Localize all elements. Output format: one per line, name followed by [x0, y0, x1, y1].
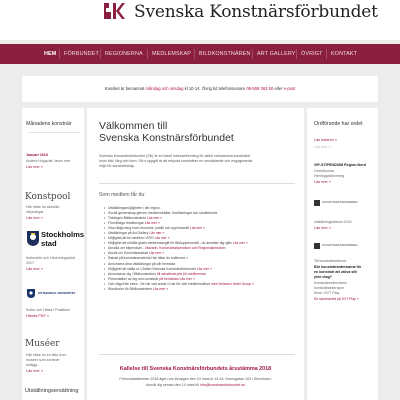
benefit-text: Bildupphovsrätt [175, 241, 199, 246]
benefit-text: Utställningsmöjligheter [108, 206, 143, 210]
kv-desc: Utställningsdatum 2018 [314, 220, 352, 224]
main-nav [0, 44, 400, 64]
notice-text: eller [274, 86, 283, 91]
benefit-more-link[interactable]: Läs mer » [189, 226, 206, 231]
intro-line: miljö för konstnärskap. [99, 164, 135, 168]
benefit-more-link[interactable]: Läs mer » [148, 231, 165, 236]
benefit-text: Visa [108, 226, 116, 231]
benefit-text: Annonserar [108, 271, 126, 276]
annual-meeting-email-link[interactable]: info@konstnarsforbundet.se [199, 383, 245, 387]
benefit-text: Förmånliga [108, 221, 126, 226]
stockholm-desc: 2017 [26, 261, 34, 265]
notice-text: kl 10-14. Övrig tid telefonsvarare [184, 86, 246, 91]
stockholm-logo-text[interactable]: stad [41, 239, 57, 248]
benefit-text: Presentation av [108, 276, 133, 281]
divider [99, 354, 295, 355]
month-label: Januari 2018 [26, 153, 48, 157]
benefit-text: Och något lite extra [108, 281, 138, 286]
nav-item-ovrigt[interactable]: ÖVRIGT [301, 51, 323, 57]
kv2-desc: Till konstnärsnämnd [314, 259, 347, 263]
konstpool-more-link[interactable]: Läs mer » [26, 216, 43, 220]
nav-separator [326, 49, 327, 59]
benefit-more-link[interactable]: Läs mer » [195, 266, 212, 271]
welcome-heading: Välkommen till [99, 120, 168, 132]
konstpool-title[interactable]: Konstpool [25, 192, 71, 202]
benefit-text: Social gemenskap [108, 211, 136, 216]
benefit-more-link[interactable]: - Mazarin, Konstnärsstipendium och Regionstipendium [142, 246, 226, 251]
benefit-item [105, 287, 300, 292]
nav-item-forbundet[interactable]: FÖRBUNDET [64, 51, 99, 57]
benefit-more-link[interactable]: Läs mer » [231, 241, 248, 246]
sk-logo-icon[interactable] [103, 1, 125, 21]
nav-item-regionerna[interactable]: REGIONERNA [105, 51, 143, 57]
benefit-text: genom medlemsträffar, föreläsningar och studiebesök [135, 211, 218, 216]
annual-meeting-text: Anmäl dig senast den 14 mars till [146, 383, 199, 387]
stockholm-crest-icon [26, 230, 40, 247]
benefit-text: Här hittar du butikerna » [150, 256, 188, 261]
vip-more-link[interactable]: Läs mer » [314, 180, 331, 184]
benefit-more-link[interactable]: Läs mer » [152, 286, 169, 291]
chair-title: Ordförande har ordet [314, 121, 363, 127]
main-content [87, 108, 304, 400]
stockholm-more-link[interactable]: Läs mer » [26, 267, 43, 271]
museer-title[interactable]: Muséer [25, 339, 60, 349]
nav-separator [59, 49, 60, 59]
nav-item-medlemskap[interactable]: MEDLEMSKAP [152, 51, 191, 57]
benefit-more-link[interactable]: till rabatterat pris för medlemmar [156, 271, 206, 276]
stockholm-logo-text[interactable]: Stockholms [41, 230, 84, 239]
intro-line: inom bild, färg och form. SK:s uppgift är att erbjuda konstnärer en omväxlande och engagerande [99, 159, 253, 163]
nav-separator [194, 49, 195, 59]
benefit-text: Art Gallery [132, 231, 149, 236]
notice-email-link[interactable]: e-post [283, 86, 296, 91]
konstnarsnamnden-logo-icon [314, 243, 320, 249]
benefit-more-link[interactable]: Läs mer » [143, 221, 160, 226]
museer-desc: museer som kommer [26, 358, 60, 362]
vip-title[interactable]: VIP-STIPENDIUM Region-Nord [314, 163, 366, 167]
benefit-text: Konstnärsrabatt [124, 251, 148, 256]
kv2-question: en konstnär att utöva sitt [314, 270, 357, 274]
benefit-text: dig som konstnär [132, 276, 159, 281]
kv2-desc: finns i SVT Play [314, 291, 340, 295]
kv2-desc: Konstnärsnämndens [314, 281, 347, 285]
konstpool-desc: uttysningar [26, 210, 44, 214]
utstallning-title[interactable]: Utställningsersättning [25, 388, 79, 394]
benefit-text: inom ekonomi, juridik och upphovsrätt [131, 226, 189, 231]
month-desc: Anders Högqvist, läsen mer [26, 159, 71, 163]
benefit-text: Annonsera [108, 261, 125, 266]
nav-separator [100, 49, 101, 59]
left-sidebar [22, 108, 84, 400]
stockholm-desc: Kulturstöd och Utvecklingsstöd [26, 256, 76, 260]
month-more-link[interactable]: Läs mer » [26, 165, 43, 169]
benefit-text: dina utställningar på vår hemsida [124, 261, 176, 266]
benefit-text: ställa ut i Galleri Svenska Konstnärsförbundet [127, 266, 196, 271]
nav-separator [147, 49, 148, 59]
kv2-question: yrke idag? [314, 275, 332, 279]
benefit-text: Bildkonstnären [129, 286, 153, 291]
benefit-text: Bildkonstnären [133, 271, 157, 276]
right-sidebar [307, 108, 378, 400]
benefit-text: Rabatt på konstnärsmaterial [108, 256, 151, 261]
gu-desc: Kultur och Hälsa i Praktiken [26, 308, 71, 312]
museer-more-link[interactable]: Läs mer » [26, 369, 43, 373]
konstnarsnamnden-logo-icon [314, 200, 320, 206]
vip-desc: Hembygdsförening [314, 174, 345, 178]
benefit-text: rådgivning [115, 226, 132, 231]
office-hours-notice [22, 76, 378, 102]
benefit-text: Stockholm för [108, 286, 130, 291]
divider [28, 132, 80, 133]
benefit-text: bli medlem i KRO [127, 236, 154, 241]
benefit-text: Möjlighet att [108, 266, 128, 271]
benefit-text: Ansök om [108, 251, 125, 256]
benefit-text: Möjlighet att erhålla gratis medlemsavgift för [108, 241, 176, 246]
benefit-text: försäkringar [125, 221, 144, 226]
kv-more-link[interactable]: Läs mer » [314, 226, 331, 230]
benefit-more-link[interactable]: på hemsidan Läs mer » [158, 276, 195, 281]
gu-seal-icon [26, 288, 36, 299]
month-artist-title: Månadens konstnär [26, 121, 72, 127]
gu-pdf-link[interactable]: Hämta PDF » [26, 314, 49, 318]
benefit-more-link[interactable]: med Helsolen Hotel Group » [210, 281, 254, 286]
chair-read-link[interactable]: Läs ledaren » [314, 138, 338, 142]
vip-desc: Grundsunda [314, 169, 334, 173]
kv2-desc: konstnärsintervjuer [314, 286, 345, 290]
benefit-text: - Se här vad annat vi har för vårt medlemsutbud [137, 281, 211, 286]
nav-item-hem[interactable]: HEM [44, 51, 57, 57]
intro-line: Svenska Konstnärsförbundet (SK) är en ideell intresseförening för aktivt verksamma konstnärer [99, 154, 251, 158]
benefit-text: stipendium [125, 246, 143, 251]
gu-logo-text[interactable]: GÖTEBORGS UNIVERSITET [38, 291, 76, 295]
benefit-more-link[interactable]: Läs mer » [147, 251, 164, 256]
nav-item-bildkonstnaren[interactable]: BILDKONSTNÄREN [199, 51, 251, 57]
benefit-more-link[interactable]: Läs mer » [146, 216, 163, 221]
konstnarsnamnden-logo-text[interactable]: KONSTNÄRSNÄMNDEN [322, 200, 358, 204]
chair-more-link[interactable]: Läs mer » [314, 145, 331, 149]
divider [99, 183, 295, 184]
nav-separator [252, 49, 253, 59]
svt-play-link[interactable]: Se sammanträ på SVT Play » [314, 297, 359, 301]
benefit-text: dig i [125, 271, 134, 276]
kv2-question: Bör konstnärsnämnarna för [314, 265, 362, 269]
benefit-text: Ansöka om [108, 246, 126, 251]
benefits-list [105, 206, 300, 292]
notice-days: måndag och onsdag [145, 86, 184, 91]
nav-item-art-gallery[interactable]: ART GALLERY [257, 51, 296, 57]
museer-desc: Här hittar du en lista över [26, 353, 67, 357]
annual-meeting-text: Förbundsstämman 2018 äger rum lördagen den 24 mars kl 13-16. Hornsgatan 103 i Stockholm. [119, 377, 272, 381]
museer-desc: anlägg... [26, 363, 40, 367]
annual-meeting-title[interactable]: Kallelse till Svenska Konstnärsförbundets årsstämma 2018 [119, 366, 272, 372]
benefit-text: Utställningar på [108, 231, 133, 236]
site-header [0, 0, 400, 40]
benefit-more-link[interactable]: Läs mer » [153, 236, 170, 241]
welcome-heading: Svenska Konstnärsförbundet [99, 132, 234, 144]
konstpool-desc: Här hittar du aktuella [26, 205, 60, 209]
nav-separator [296, 49, 297, 59]
site-brand[interactable]: Svenska Konstnärsförbundet [134, 2, 378, 22]
benefit-text: Tidningen [108, 216, 124, 221]
nav-item-kontakt[interactable]: KONTAKT [331, 51, 358, 57]
intro-paragraph [99, 154, 295, 169]
benefit-text: i din region. [142, 206, 161, 210]
benefit-text: Möjlighet att [108, 236, 128, 241]
notice-phone-link[interactable]: 08-559 363 50 [246, 86, 274, 91]
benefit-text: - du anmäler dig själv [198, 241, 232, 246]
notice-text: Kansliet är bemannat [104, 86, 145, 91]
konstnarsnamnden-logo-text[interactable]: KONSTNÄRSNÄMNDEN [322, 243, 358, 247]
annual-meeting-text [87, 383, 304, 388]
benefits-title: Som medlem får du: [99, 192, 146, 198]
benefit-text: Bildkonstnären [123, 216, 147, 221]
